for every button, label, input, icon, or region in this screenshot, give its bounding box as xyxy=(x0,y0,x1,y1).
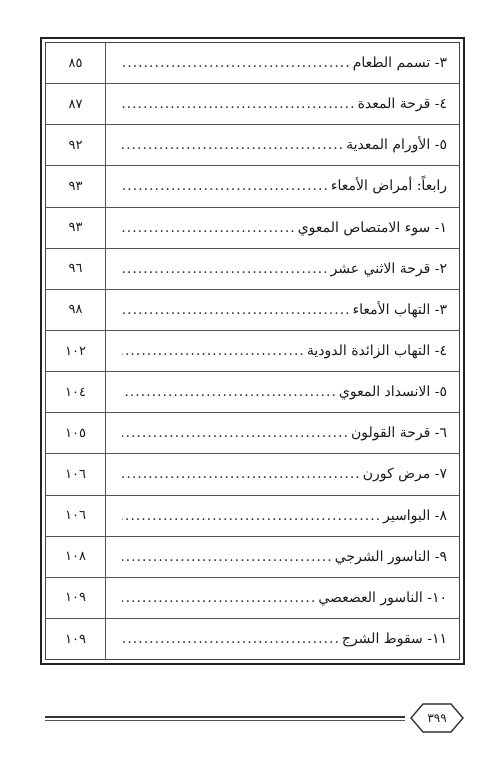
toc-entry-title: ٧- مرض كورن xyxy=(362,466,447,483)
toc-entry xyxy=(106,496,459,536)
toc-entry-title: ٥- الأورام المعدية xyxy=(346,137,447,154)
toc-entry-title: ٤- التهاب الزائدة الدودية xyxy=(306,343,447,360)
toc-entry-title: رابعاً: أمراض الأمعاء xyxy=(330,178,447,195)
toc-page-number: ٩٢ xyxy=(46,125,106,165)
toc-page-number: ٨٥ xyxy=(46,43,106,83)
toc-entry xyxy=(106,166,459,206)
footer-rule-thin xyxy=(45,720,405,721)
page-number: ٣٩٩ xyxy=(427,711,447,725)
toc-entry-title: ١١- سقوط الشرج xyxy=(341,631,447,648)
toc-page-number: ١٠٢ xyxy=(46,331,106,371)
toc-row xyxy=(46,413,459,454)
toc-leader-dots xyxy=(122,508,381,524)
toc-leader-dots xyxy=(122,302,351,318)
toc-row xyxy=(46,208,459,249)
toc-page-number: ١٠٩ xyxy=(46,578,106,618)
toc-row xyxy=(46,249,459,290)
toc-row xyxy=(46,84,459,125)
toc-page-number: ١٠٤ xyxy=(46,372,106,412)
toc-page-number: ٩٣ xyxy=(46,166,106,206)
toc-page-number: ٩٣ xyxy=(46,208,106,248)
toc-entry xyxy=(106,43,459,83)
toc-page-number: ١٠٦ xyxy=(46,496,106,536)
toc-leader-dots xyxy=(122,549,333,565)
toc-row xyxy=(46,619,459,659)
toc-page-number: ٩٦ xyxy=(46,249,106,289)
toc-page-number: ٨٧ xyxy=(46,84,106,124)
page-number-badge xyxy=(409,702,465,734)
toc-entry xyxy=(106,619,459,659)
toc-entry xyxy=(106,125,459,165)
toc-leader-dots xyxy=(122,55,351,71)
toc-row xyxy=(46,290,459,331)
toc-row xyxy=(46,496,459,537)
toc-leader-dots xyxy=(122,96,356,112)
toc-entry xyxy=(106,84,459,124)
toc-row xyxy=(46,578,459,619)
toc-row xyxy=(46,537,459,578)
toc-entry-title: ٥- الانسداد المعوي xyxy=(338,384,447,401)
toc-page-number: ١٠٦ xyxy=(46,454,106,494)
toc-entry xyxy=(106,413,459,453)
toc-entry xyxy=(106,249,459,289)
footer-rule xyxy=(45,716,405,718)
toc-page-number: ١٠٨ xyxy=(46,537,106,577)
toc-inner-border xyxy=(45,42,460,660)
toc-leader-dots xyxy=(122,343,305,359)
page-footer xyxy=(45,700,465,736)
toc-entry-title: ٢- قرحة الاثني عشر xyxy=(330,260,447,277)
toc-leader-dots xyxy=(122,425,349,441)
toc-entry xyxy=(106,537,459,577)
toc-entry-title: ٩- الناسور الشرجي xyxy=(334,548,447,565)
toc-leader-dots xyxy=(122,631,340,647)
toc-entry xyxy=(106,331,459,371)
toc-row xyxy=(46,125,459,166)
toc-leader-dots xyxy=(122,590,316,606)
toc-row xyxy=(46,331,459,372)
toc-entry xyxy=(106,208,459,248)
toc-entry-title: ٣- تسمم الطعام xyxy=(352,55,447,72)
toc-entry-title: ٣- التهاب الأمعاء xyxy=(352,301,447,318)
toc-row xyxy=(46,43,459,84)
toc-entry xyxy=(106,290,459,330)
toc-frame xyxy=(40,37,465,665)
toc-row xyxy=(46,372,459,413)
toc-leader-dots xyxy=(122,466,361,482)
toc-table xyxy=(46,43,459,659)
toc-entry-title: ١- سوء الامتصاص المعوي xyxy=(297,219,447,236)
toc-leader-dots xyxy=(122,178,329,194)
toc-leader-dots xyxy=(122,261,329,277)
toc-entry xyxy=(106,372,459,412)
toc-page-number: ١٠٩ xyxy=(46,619,106,659)
toc-entry-title: ٤- قرحة المعدة xyxy=(357,96,447,113)
toc-page-number: ١٠٥ xyxy=(46,413,106,453)
toc-row xyxy=(46,166,459,207)
toc-leader-dots xyxy=(122,137,344,153)
toc-entry xyxy=(106,454,459,494)
toc-leader-dots xyxy=(122,220,296,236)
toc-entry-title: ١٠- الناسور العصعصي xyxy=(318,589,447,606)
toc-entry xyxy=(106,578,459,618)
toc-entry-title: ٨- البواسير xyxy=(383,507,447,524)
toc-row xyxy=(46,454,459,495)
toc-entry-title: ٦- قرحة القولون xyxy=(351,425,447,442)
toc-page-number: ٩٨ xyxy=(46,290,106,330)
toc-leader-dots xyxy=(122,384,337,400)
